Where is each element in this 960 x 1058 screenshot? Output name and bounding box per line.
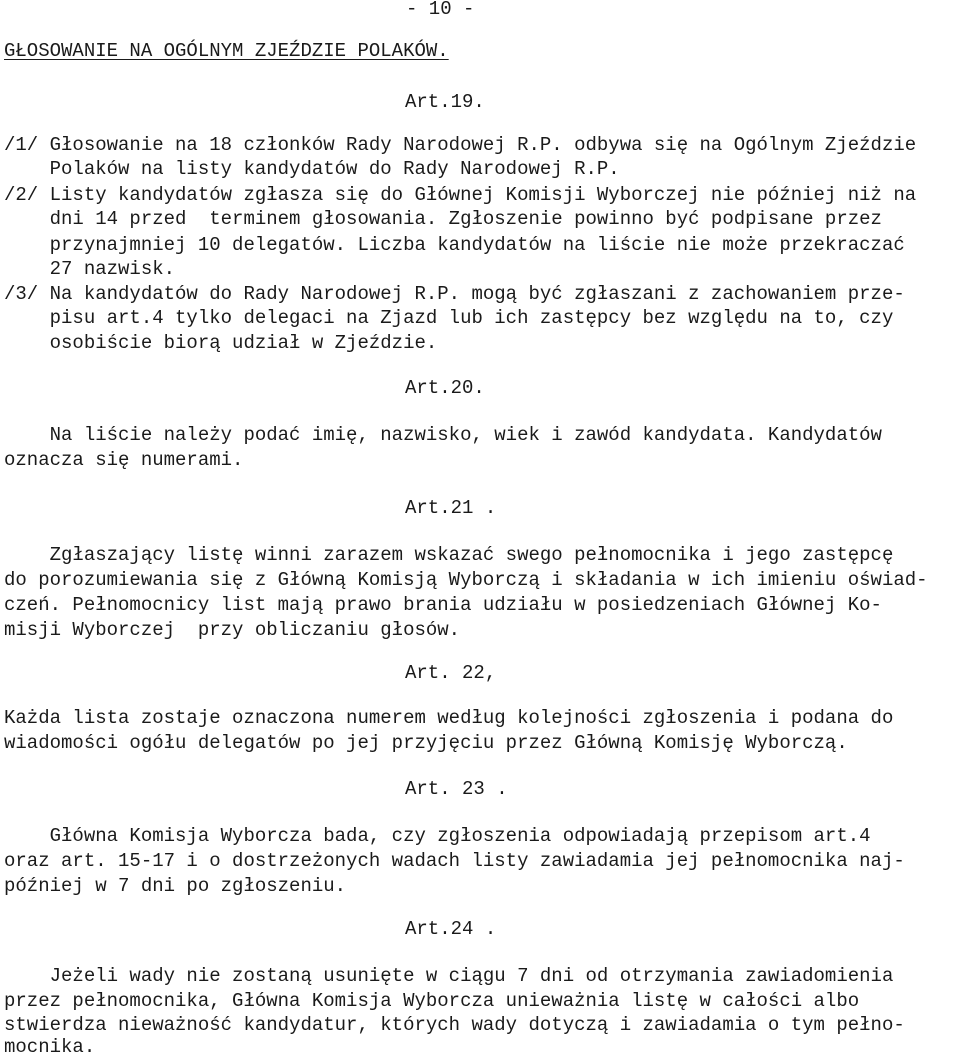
article-21-line-2: do porozumiewania się z Główną Komisją Wyborczą i składania w ich imieniu oświad- [4,569,928,591]
article-22-line-2: wiadomości ogółu delegatów po jej przyjęciu przez Główną Komisję Wyborczą. [4,732,848,754]
article-22-heading: Art. 22, [405,662,497,684]
article-24-line-2: przez pełnomocnika, Główna Komisja Wyborcza unieważnia listę w całości albo [4,990,860,1012]
article-19-line-9: osobiście biorą udział w Zjeździe. [4,332,438,354]
article-24-line-4: mocnika. [4,1036,96,1058]
article-24-heading: Art.24 . [405,918,497,940]
document-title: GŁOSOWANIE NA OGÓLNYM ZJEŹDZIE POLAKÓW. [4,40,449,62]
article-20-line-2: oznacza się numerami. [4,449,244,471]
article-20-heading: Art.20. [405,377,485,399]
article-19-heading: Art.19. [405,91,485,113]
article-19-line-1: /1/ Głosowanie na 18 członków Rady Narodowej R.P. odbywa się na Ogólnym Zjeździe [4,134,917,156]
article-21-line-4: misji Wyborczej przy obliczaniu głosów. [4,619,461,641]
article-20-line-1: Na liście należy podać imię, nazwisko, wiek i zawód kandydata. Kandydatów [4,424,882,446]
article-22-line-1: Każda lista zostaje oznaczona numerem według kolejności zgłoszenia i podana do [4,707,894,729]
article-19-line-6: 27 nazwisk. [4,258,176,280]
article-21-line-3: czeń. Pełnomocnicy list mają prawo brania udziału w posiedzeniach Głównej Ko- [4,594,882,616]
article-19-line-8: pisu art.4 tylko delegaci na Zjazd lub ich zastępcy bez względu na to, czy [4,307,894,329]
article-23-line-1: Główna Komisja Wyborcza bada, czy zgłoszenia odpowiadają przepisom art.4 [4,825,871,847]
article-24-line-1: Jeżeli wady nie zostaną usunięte w ciągu 7 dni od otrzymania zawiadomienia [4,965,894,987]
article-19-line-5: przynajmniej 10 delegatów. Liczba kandydatów na liście nie może przekraczać [4,234,905,256]
article-21-line-1: Zgłaszający listę winni zarazem wskazać swego pełnomocnika i jego zastępcę [4,544,894,566]
article-21-heading: Art.21 . [405,497,497,519]
article-24-line-3: stwierdza nieważność kandydatur, których wady dotyczą i zawiadamia o tym pełno- [4,1014,905,1036]
article-19-line-4: dni 14 przed terminem głosowania. Zgłoszenie powinno być podpisane przez [4,208,882,230]
article-23-line-2: oraz art. 15-17 i o dostrzeżonych wadach listy zawiadamia jej pełnomocnika naj- [4,850,905,872]
article-19-line-7: /3/ Na kandydatów do Rady Narodowej R.P. mogą być zgłaszani z zachowaniem prze- [4,283,905,305]
article-23-line-3: później w 7 dni po zgłoszeniu. [4,875,347,897]
article-23-heading: Art. 23 . [405,778,508,800]
page-number: - 10 - [406,0,475,20]
article-19-line-2: Polaków na listy kandydatów do Rady Narodowej R.P. [4,158,620,180]
article-19-line-3: /2/ Listy kandydatów zgłasza się do Głównej Komisji Wyborczej nie później niż na [4,184,917,206]
